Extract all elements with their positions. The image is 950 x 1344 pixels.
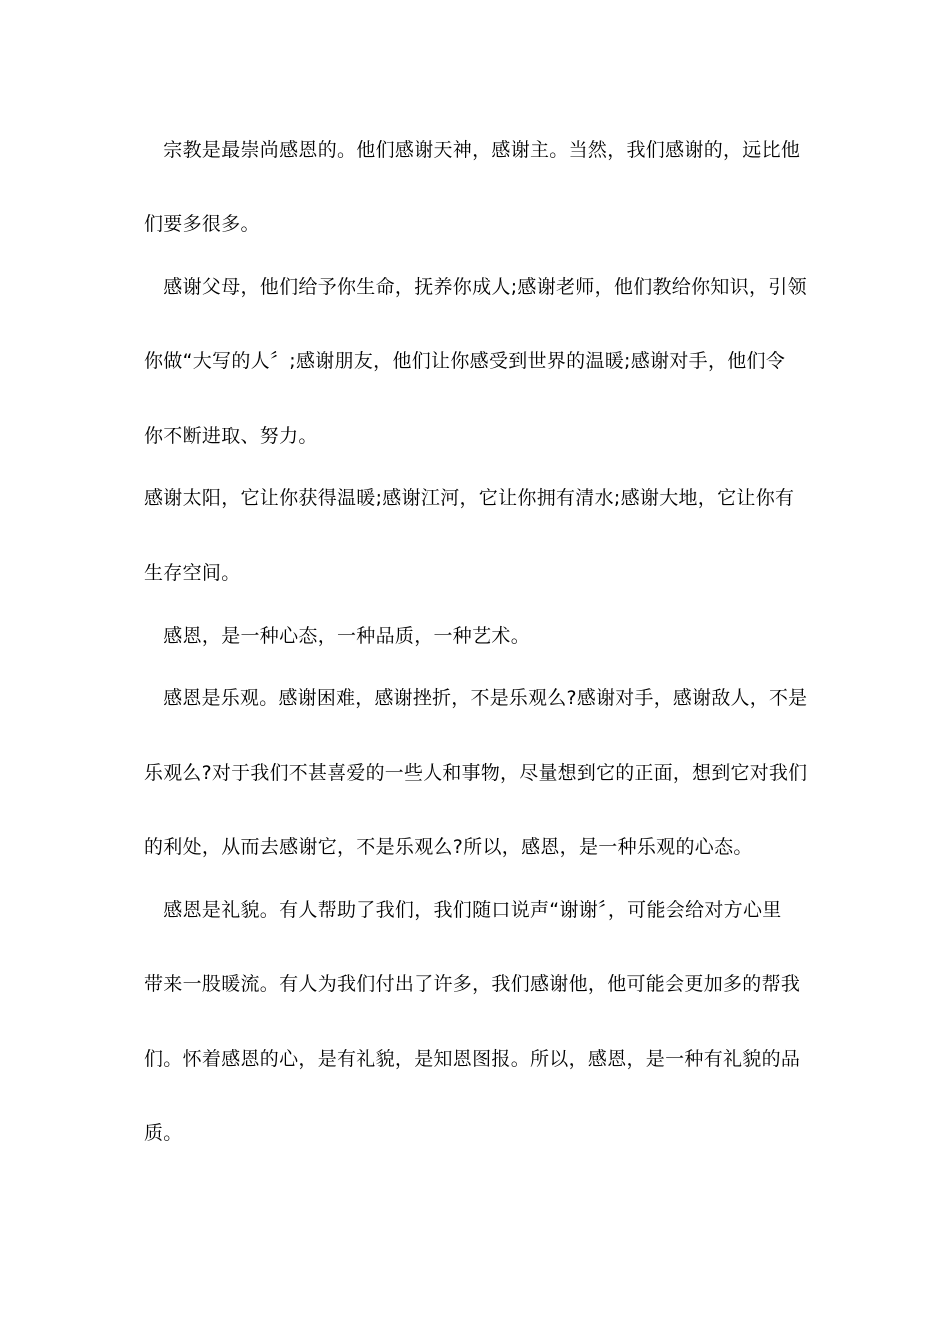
text-line: 感恩是礼貌。有人帮助了我们，我们随口说声“谢谢〞，可能会给对方心里 (144, 899, 782, 921)
text-line: 们。怀着感恩的心，是有礼貌，是知恩图报。所以，感恩，是一种有礼貌的品 (144, 1048, 801, 1070)
text-line: 宗教是最崇尚感恩的。他们感谢天神，感谢主。当然，我们感谢的，远比他 (144, 139, 801, 161)
text-line: 感谢父母，他们给予你生命，抚养你成人;感谢老师，他们教给你知识，引领 (144, 276, 807, 298)
text-line: 带来一股暖流。有人为我们付出了许多，我们感谢他，他可能会更加多的帮我 (144, 973, 801, 995)
text-line: 你不断进取、努力。 (144, 425, 318, 447)
text-line: 的利处，从而去感谢它，不是乐观么?所以，感恩，是一种乐观的心态。 (144, 836, 753, 858)
text-line: 生存空间。 (144, 562, 241, 584)
text-line: 感恩是乐观。感谢困难，感谢挫折，不是乐观么?感谢对手，感谢敌人，不是 (144, 687, 808, 709)
text-line: 你做“大写的人〞;感谢朋友，他们让你感受到世界的温暖;感谢对手，他们令 (144, 350, 786, 372)
text-line: 质。 (144, 1122, 183, 1144)
text-line: 感恩，是一种心态，一种品质，一种艺术。 (144, 625, 531, 647)
text-line: 乐观么?对于我们不甚喜爱的一些人和事物，尽量想到它的正面，想到它对我们 (144, 762, 808, 784)
text-line: 们要多很多。 (144, 213, 260, 235)
text-line: 感谢太阳，它让你获得温暖;感谢江河，它让你拥有清水;感谢大地，它让你有 (144, 487, 795, 509)
